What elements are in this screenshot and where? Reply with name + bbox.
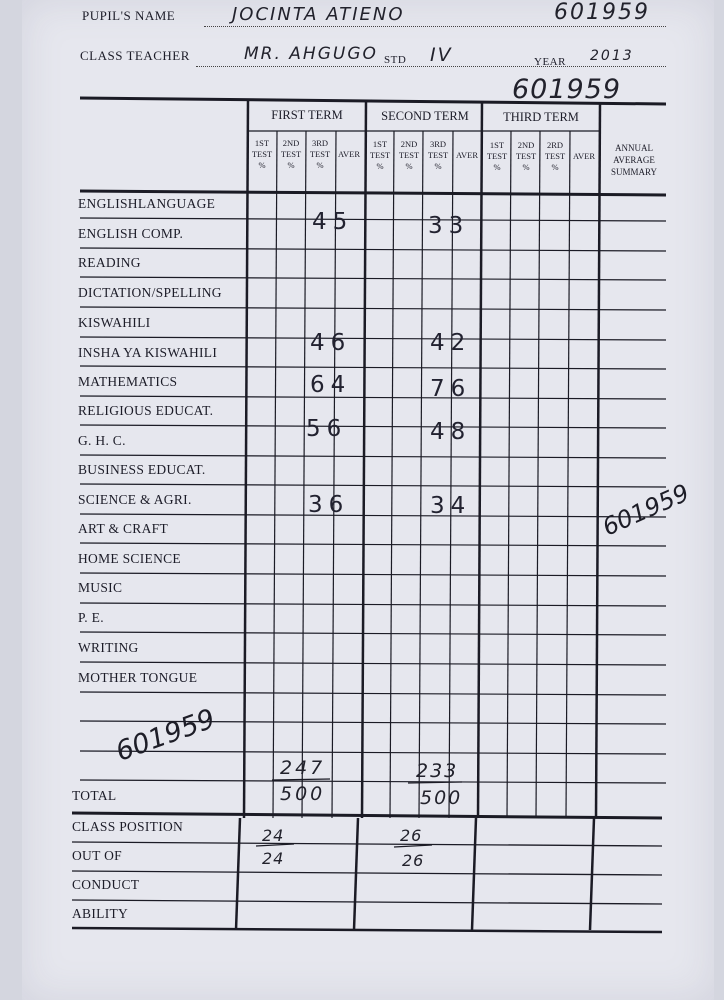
score-math-first: 64 (310, 372, 352, 398)
score-science-first: 36 (308, 492, 350, 518)
year-value: 2013 (590, 48, 634, 64)
year-label: YEAR (534, 56, 566, 68)
subject-label: BUSINESS EDUCAT. (78, 462, 206, 477)
total-label: TOTAL (72, 788, 117, 803)
col-head-t1-c2: 2ND TEST % (280, 138, 302, 170)
score-ghc-first: 56 (306, 416, 348, 442)
col-head-t3-c3: 2RD TEST % (544, 140, 566, 172)
stamp-number-right: 601959 (598, 478, 694, 542)
subject-label: KISWAHILI (78, 315, 151, 330)
col-head-t3-c1: 1ST TEST % (486, 140, 508, 172)
class-teacher-label: CLASS TEACHER (80, 48, 190, 63)
ability-label: ABILITY (72, 906, 129, 921)
col-head-t3-c4: AVER (572, 151, 596, 161)
total-second-out-of: 500 (420, 787, 463, 809)
subject-label: ENGLISH COMP. (78, 226, 184, 241)
score-math-second: 76 (430, 376, 472, 402)
pupil-name-label: PUPIL'S NAME (82, 8, 176, 23)
subject-label: READING (78, 255, 141, 270)
subject-label: ART & CRAFT (78, 521, 169, 536)
score-english-second: 33 (428, 213, 470, 239)
std-value: IV (430, 44, 453, 66)
term-header-first: FIRST TERM (271, 108, 343, 122)
total-first-out-of: 500 (280, 783, 326, 805)
score-insha-first: 46 (310, 330, 352, 356)
subject-label: ENGLISHLANGUAGE (78, 196, 216, 211)
score-insha-second: 42 (430, 330, 472, 356)
conduct-label: CONDUCT (72, 877, 140, 892)
term-header-third: THIRD TERM (503, 110, 579, 124)
col-head-t1-c4: AVER (337, 149, 361, 159)
out-of-second: 26 (402, 851, 425, 870)
subject-label: RELIGIOUS EDUCAT. (78, 403, 214, 418)
score-science-second: 34 (430, 493, 472, 519)
col-head-t2-c2: 2ND TEST % (398, 139, 420, 171)
class-teacher-value: MR. AHGUGO (244, 44, 378, 64)
subject-label: HOME SCIENCE (78, 551, 181, 566)
subject-label: MUSIC (78, 580, 123, 595)
col-head-t2-c1: 1ST TEST % (369, 139, 391, 171)
score-ghc-second: 48 (430, 419, 472, 445)
term-header-second: SECOND TERM (381, 109, 469, 123)
out-of-label: OUT OF (72, 848, 122, 863)
subject-label: P. E. (78, 610, 104, 625)
subject-label: MATHEMATICS (78, 374, 178, 389)
pupil-name-value: JOCINTA ATIENO (232, 4, 405, 25)
subject-label: SCIENCE & AGRI. (78, 492, 192, 507)
pupil-number-value: 601959 (554, 0, 650, 25)
stamp-number-left: 601959 (111, 703, 220, 768)
class-position-label: CLASS POSITION (72, 819, 184, 834)
subject-label: INSHA YA KISWAHILI (78, 345, 218, 360)
subject-label: G. H. C. (78, 433, 126, 448)
out-of-first: 24 (262, 849, 285, 868)
col-head-t2-c3: 3RD TEST % (427, 139, 449, 171)
subject-label: DICTATION/SPELLING (78, 285, 222, 300)
col-head-t1-c1: 1ST TEST % (251, 138, 273, 170)
class-position-first: 24 (262, 826, 285, 845)
col-head-t2-c4: AVER (455, 150, 479, 160)
subject-label: MOTHER TONGUE (78, 670, 198, 685)
reg-number-value: 601959 (512, 74, 622, 105)
class-position-second: 26 (400, 826, 423, 845)
subject-label: WRITING (78, 640, 139, 655)
total-second: 233 (416, 760, 459, 782)
col-head-t1-c3: 3RD TEST % (309, 138, 331, 170)
col-head-t3-c2: 2ND TEST % (515, 140, 537, 172)
annual-average-header: ANNUAL AVERAGE SUMMARY (610, 143, 657, 177)
total-first: 247 (280, 757, 326, 779)
score-english-first: 45 (312, 209, 354, 235)
std-label: STD (384, 54, 407, 66)
